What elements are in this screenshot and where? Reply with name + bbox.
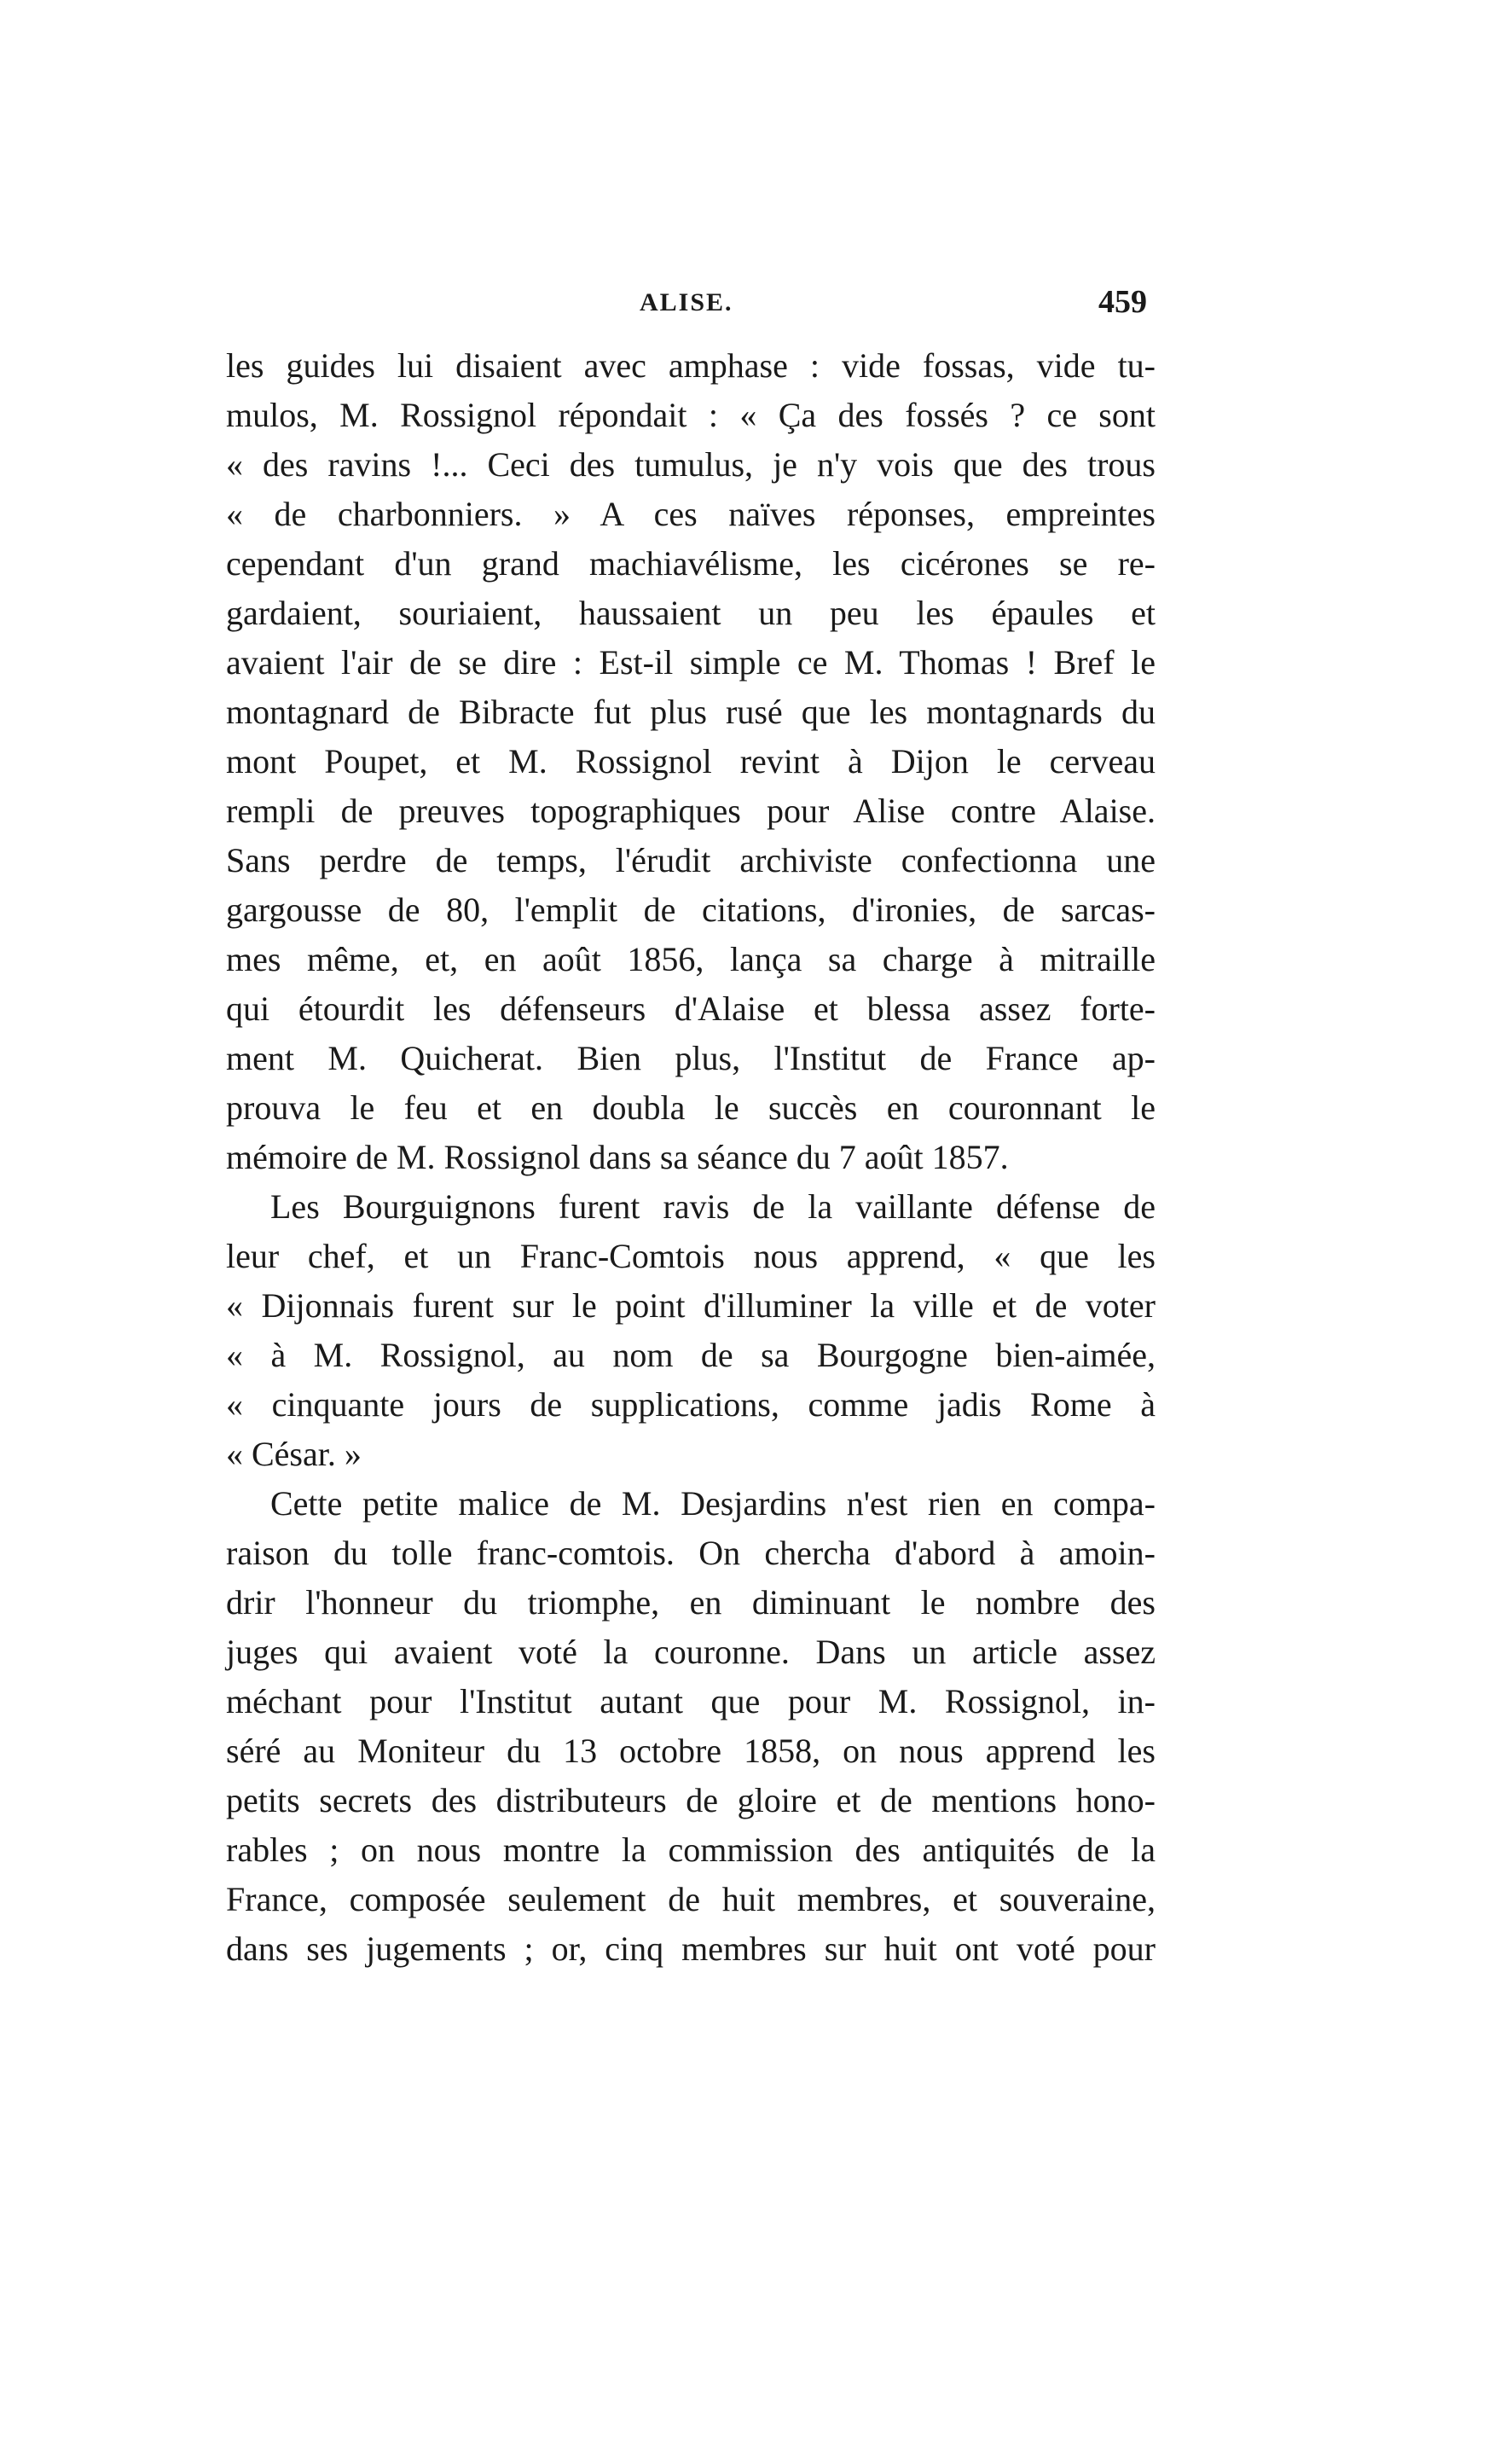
- text-line: gargousse de 80, l'emplit de citations, d'ironies, de sarcas-: [226, 891, 1156, 929]
- text-line: ment M. Quicherat. Bien plus, l'Institut de France ap-: [226, 1039, 1156, 1077]
- text-line: méchant pour l'Institut autant que pour M. Rossignol, in-: [226, 1682, 1156, 1720]
- running-title: ALISE.: [640, 288, 733, 316]
- text-line: France, composée seulement de huit membres, et souveraine,: [226, 1880, 1156, 1918]
- text-line: « des ravins !... Ceci des tumulus, je n'y vois que des trous: [226, 445, 1156, 484]
- text-line: mont Poupet, et M. Rossignol revint à Dijon le cerveau: [226, 742, 1156, 780]
- text-line: raison du tolle franc-comtois. On chercha d'abord à amoin-: [226, 1534, 1156, 1572]
- running-head: [226, 284, 1156, 331]
- text-line: rempli de preuves topographiques pour Alise contre Alaise.: [226, 792, 1156, 830]
- text-line: « Dijonnais furent sur le point d'illuminer la ville et de voter: [226, 1286, 1156, 1325]
- text-line: Les Bourguignons furent ravis de la vaillante défense de: [270, 1187, 1156, 1226]
- text-line: leur chef, et un Franc-Comtois nous apprend, « que les: [226, 1237, 1156, 1275]
- text-line: petits secrets des distributeurs de gloire et de mentions hono-: [226, 1781, 1156, 1819]
- text-line: qui étourdit les défenseurs d'Alaise et blessa assez forte-: [226, 989, 1156, 1028]
- text-line: cependant d'un grand machiavélisme, les cicérones se re-: [226, 544, 1156, 583]
- text-line: « César. »: [226, 1435, 362, 1473]
- text-line: montagnard de Bibracte fut plus rusé que les montagnards du: [226, 693, 1156, 731]
- text-line: séré au Moniteur du 13 octobre 1858, on nous apprend les: [226, 1732, 1156, 1770]
- text-line: « à M. Rossignol, au nom de sa Bourgogne bien-aimée,: [226, 1336, 1156, 1374]
- text-line: juges qui avaient voté la couronne. Dans un article assez: [226, 1633, 1156, 1671]
- text-line: « cinquante jours de supplications, comme jadis Rome à: [226, 1385, 1156, 1424]
- text-line: rables ; on nous montre la commission des antiquités de la: [226, 1830, 1156, 1869]
- text-line: dans ses jugements ; or, cinq membres sur huit ont voté pour: [226, 1929, 1156, 1968]
- text-line: avaient l'air de se dire : Est-il simple ce M. Thomas ! Bref le: [226, 643, 1156, 682]
- text-line: « de charbonniers. » A ces naïves réponses, empreintes: [226, 495, 1156, 533]
- text-line: Sans perdre de temps, l'érudit archiviste confectionna une: [226, 841, 1156, 879]
- text-line: gardaient, souriaient, haussaient un peu les épaules et: [226, 594, 1156, 632]
- text-line: mulos, M. Rossignol répondait : « Ça des fossés ? ce sont: [226, 396, 1156, 434]
- text-line: les guides lui disaient avec amphase : vide fossas, vide tu-: [226, 346, 1156, 385]
- text-line: mémoire de M. Rossignol dans sa séance du 7 août 1857.: [226, 1138, 1009, 1176]
- text-line: prouva le feu et en doubla le succès en couronnant le: [226, 1088, 1156, 1127]
- text-line: Cette petite malice de M. Desjardins n'est rien en compa-: [270, 1484, 1156, 1523]
- body-text: [226, 341, 1156, 1974]
- text-line: drir l'honneur du triomphe, en diminuant le nombre des: [226, 1583, 1156, 1622]
- text-line: mes même, et, en août 1856, lança sa charge à mitraille: [226, 940, 1156, 978]
- page-number: 459: [1098, 284, 1147, 320]
